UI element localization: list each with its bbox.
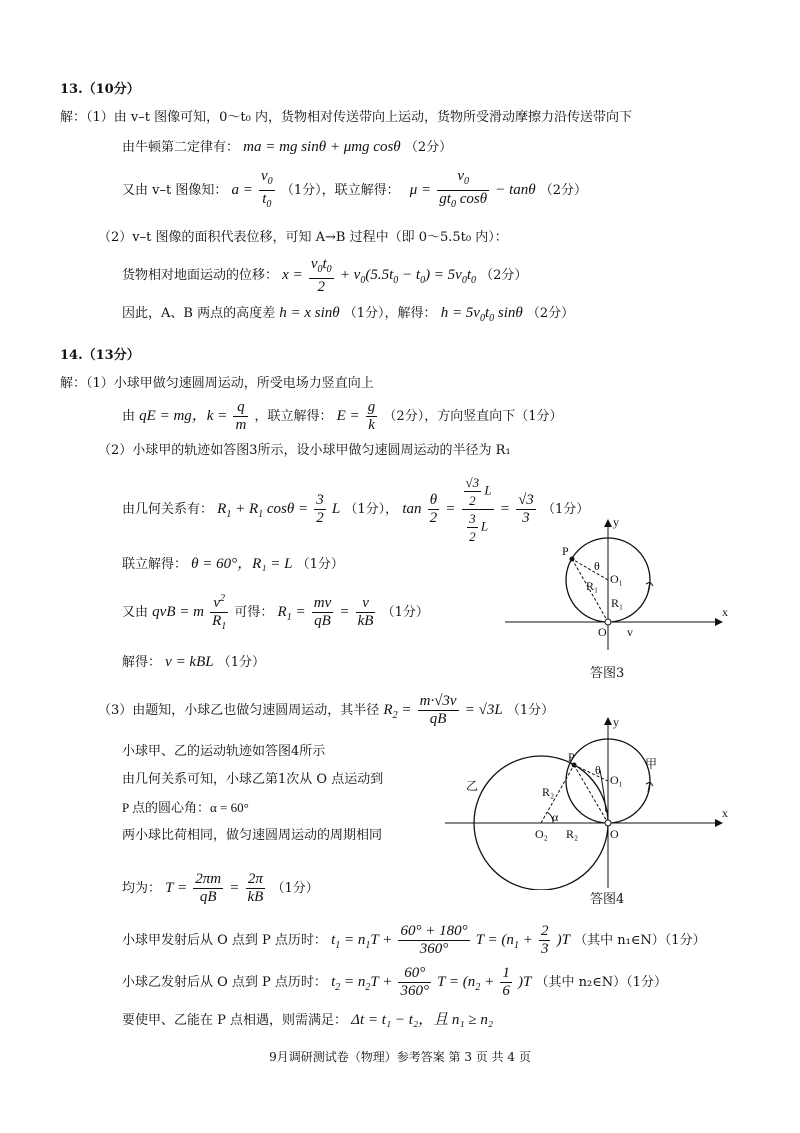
- origin-dot: [605, 820, 611, 826]
- label-r2-a: R₂: [542, 785, 555, 799]
- q14-lorentz-line: 又由 qvB = m $\frac{v^2}{R_1}$ 可得： $R_1$ = $\frac{mv}{qB}$ = $\frac{v}{kB}$ （1分）: [122, 590, 429, 640]
- label-y: y: [613, 715, 619, 729]
- q14-geometry-score2: （1分）: [541, 502, 590, 517]
- q14-period-prefix: 均为：: [122, 881, 162, 896]
- q14-part3-score: （1分）: [506, 703, 555, 718]
- q14-geometry-score1: （1分），: [344, 502, 399, 517]
- label-x: x: [722, 605, 728, 619]
- q13-disp-prefix: 货物相对地面运动的位移：: [122, 268, 279, 283]
- label-o1: O₁: [610, 773, 623, 787]
- q14-part1-intro: 解：（1）小球甲做匀速圆周运动，所受电场力竖直向上: [60, 376, 374, 391]
- q14-time2-line: 小球乙发射后从 O 点到 P 点历时： $t_2 = n_2T$ + $\frac{60^\circ}{360^\circ}$ $T = (n_2$ + $\frac{1}{6}$ )T （其中 n₂∈N）（1分）: [122, 965, 667, 999]
- q13-newton-score: （2分）: [404, 140, 453, 155]
- q14-meet-line: [122, 1010, 493, 1031]
- label-o1: O₁: [610, 572, 623, 586]
- q14-period-text: 两小球比荷相同，做匀速圆周运动的周期相同: [122, 828, 383, 843]
- q14-alpha-text: P 点的圆心角：α = 60°: [122, 800, 249, 815]
- label-o2: O₂: [535, 827, 548, 841]
- label-r1-a: R₁: [586, 579, 599, 593]
- q13-part2-intro: （2）v–t 图像的面积代表位移，可知 A→B 过程中（即 0～5.5t₀ 内）：: [98, 230, 508, 245]
- label-yi: 乙: [466, 779, 479, 793]
- label-theta: θ: [594, 559, 600, 573]
- label-r2-b: R₂: [566, 827, 579, 841]
- label-y: y: [613, 515, 619, 529]
- label-o: O: [610, 827, 619, 841]
- label-jia: 甲: [645, 757, 658, 771]
- q14-lorentz-score: （1分）: [381, 605, 429, 620]
- q13-newton-equation: ma = mg sinθ + μmg cosθ: [243, 139, 401, 155]
- q14-time1-line: 小球甲发射后从 O 点到 P 点历时： $t_1 = n_1T$ + $\frac{60^\circ + 180^\circ}{360^\circ}$ $T = (n_1$ + $\frac{2}{3}$ )T （其中 n₁∈N）（1分）: [122, 923, 706, 957]
- q14-solve1-score: （1分）: [296, 557, 344, 572]
- q14-trajectory-text: 小球甲、乙的运动轨迹如答图4所示: [122, 744, 326, 759]
- figure-3-caption: 答图3: [590, 666, 625, 681]
- label-p: P: [562, 544, 569, 558]
- label-r1-b: R₁: [611, 596, 624, 610]
- q14-speed-score: （1分）: [217, 655, 266, 670]
- q14-field-mid: ，联立解得：: [254, 409, 333, 424]
- q14-field-score: （2分），方向竖直向下（1分）: [383, 409, 563, 424]
- q14-time1-prefix: 小球甲发射后从 O 点到 P 点历时：: [122, 933, 327, 948]
- q13-newton-prefix: 由牛顿第二定律有：: [122, 140, 240, 155]
- q14-speed-line: [122, 652, 265, 673]
- q14-header: 14.（13分）: [60, 348, 140, 363]
- direction-arrow: [646, 582, 653, 592]
- label-x: x: [722, 806, 728, 820]
- q14-field-prefix: 由: [122, 409, 136, 424]
- q14-time2-score: （其中 n₂∈N）（1分）: [535, 975, 667, 990]
- q14-lorentz-prefix: 又由: [122, 605, 149, 620]
- q13-height-mid: （1分），解得：: [343, 306, 437, 321]
- q14-period-score: （1分）: [271, 881, 319, 896]
- figure-3-diagram: [500, 510, 730, 660]
- q13-height-score: （2分）: [526, 306, 575, 321]
- label-alpha: α: [552, 810, 559, 824]
- q14-solve1-prefix: 联立解得：: [122, 557, 188, 572]
- figure-4-diagram: [440, 712, 730, 890]
- arc-arrow: [600, 770, 606, 812]
- q13-mu-score: （2分）: [539, 183, 588, 198]
- q14-time1-score: （其中 n₁∈N）（1分）: [574, 933, 706, 948]
- q14-geometry2-text: 由几何关系可知，小球乙第1次从 O 点运动到: [122, 772, 384, 787]
- label-v: v: [627, 625, 633, 639]
- q14-geometry-prefix: 由几何关系有：: [122, 502, 214, 517]
- chord-dashed: [574, 765, 608, 823]
- page-footer: 9月调研测试卷（物理）参考答案 第 3 页 共 4 页: [269, 1050, 531, 1064]
- q14-geometry-line: 由几何关系有： $R_1 + R_1$ cosθ = $\frac{3}{2}$ L （1分）， tan $\frac{\theta}{2}$ = $\frac{√3}{2}$ L $\frac{3}{2}$ L = $\frac{√3}{3}$ （1分）: [122, 475, 590, 544]
- q14-meet-prefix: 要使甲、乙能在 P 点相遇，则需满足：: [122, 1013, 348, 1028]
- q13-part1-intro: 解：（1）由 v–t 图像可知，0～t₀ 内，货物相对传送带向上运动，货物所受滑动摩擦力沿传送带向下: [60, 110, 632, 125]
- q14-time2-prefix: 小球乙发射后从 O 点到 P 点历时：: [122, 975, 327, 990]
- q13-disp-score: （2分）: [480, 268, 528, 283]
- q13-displacement-line: 货物相对地面运动的位移： x = $\frac{v_0t_0}{2}$ + $v_0(5.5t_0 - t_0) = 5v_0t_0$ （2分）: [122, 255, 528, 295]
- q14-lorentz-mid: 可得：: [234, 605, 274, 620]
- q13-header: 13.（10分）: [60, 82, 140, 97]
- point-p: [570, 557, 575, 562]
- q14-solve1-line: [122, 554, 344, 575]
- figure-4-caption: 答图4: [590, 892, 625, 907]
- q14-field-line: 由 qE = mg，k = $\frac{q}{m}$ ，联立解得： E = $\frac{g}{k}$ （2分），方向竖直向下（1分）: [122, 399, 563, 433]
- q14-part3-prefix: （3）由题知，小球乙也做匀速圆周运动，其半径: [98, 703, 380, 718]
- q13-height-prefix: 因此，A、B 两点的高度差: [122, 306, 276, 321]
- q14-solve1-equation: θ = 60°，R₁ = L: [191, 556, 293, 572]
- q14-meet-equation: Δt = t₁ − t₂，且 n₁ ≥ n₂: [351, 1012, 494, 1028]
- q14-speed-equation: v = kBL: [165, 654, 214, 670]
- q14-part3-radius-line: （3）由题知，小球乙也做匀速圆周运动，其半径 $R_2$ = $\frac{m\cdot√3v}{qB}$ = √3L （1分）: [98, 693, 555, 727]
- q14-period-line: 均为： T = $\frac{2\pi m}{qB}$ = $\frac{2\pi}{kB}$ （1分）: [122, 871, 319, 905]
- label-p: P: [568, 750, 575, 764]
- q14-part2-intro: （2）小球甲的轨迹如答图3所示，设小球甲做匀速圆周运动的半径为 R₁: [98, 443, 511, 458]
- radius-dashed: [572, 559, 608, 580]
- label-theta: θ: [595, 763, 601, 777]
- q13-acceleration-line: 又由 v–t 图像知： a = $\frac{v_0}{t_0}$ （1分），联立解得： μ = $\frac{v_0}{gt_0 \cos\theta}$ − tanθ （2分）: [122, 168, 588, 210]
- q13-height-line: 因此，A、B 两点的高度差 h = x sinθ （1分），解得： $h = 5v_0t_0$ sinθ （2分）: [122, 305, 575, 324]
- q14-speed-prefix: 解得：: [122, 655, 162, 670]
- q13-newton-line: [122, 137, 452, 158]
- q13-acc-prefix: 又由 v–t 图像知：: [122, 183, 228, 198]
- q13-acc-score: （1分），联立解得：: [280, 183, 400, 198]
- label-o: O: [598, 625, 607, 639]
